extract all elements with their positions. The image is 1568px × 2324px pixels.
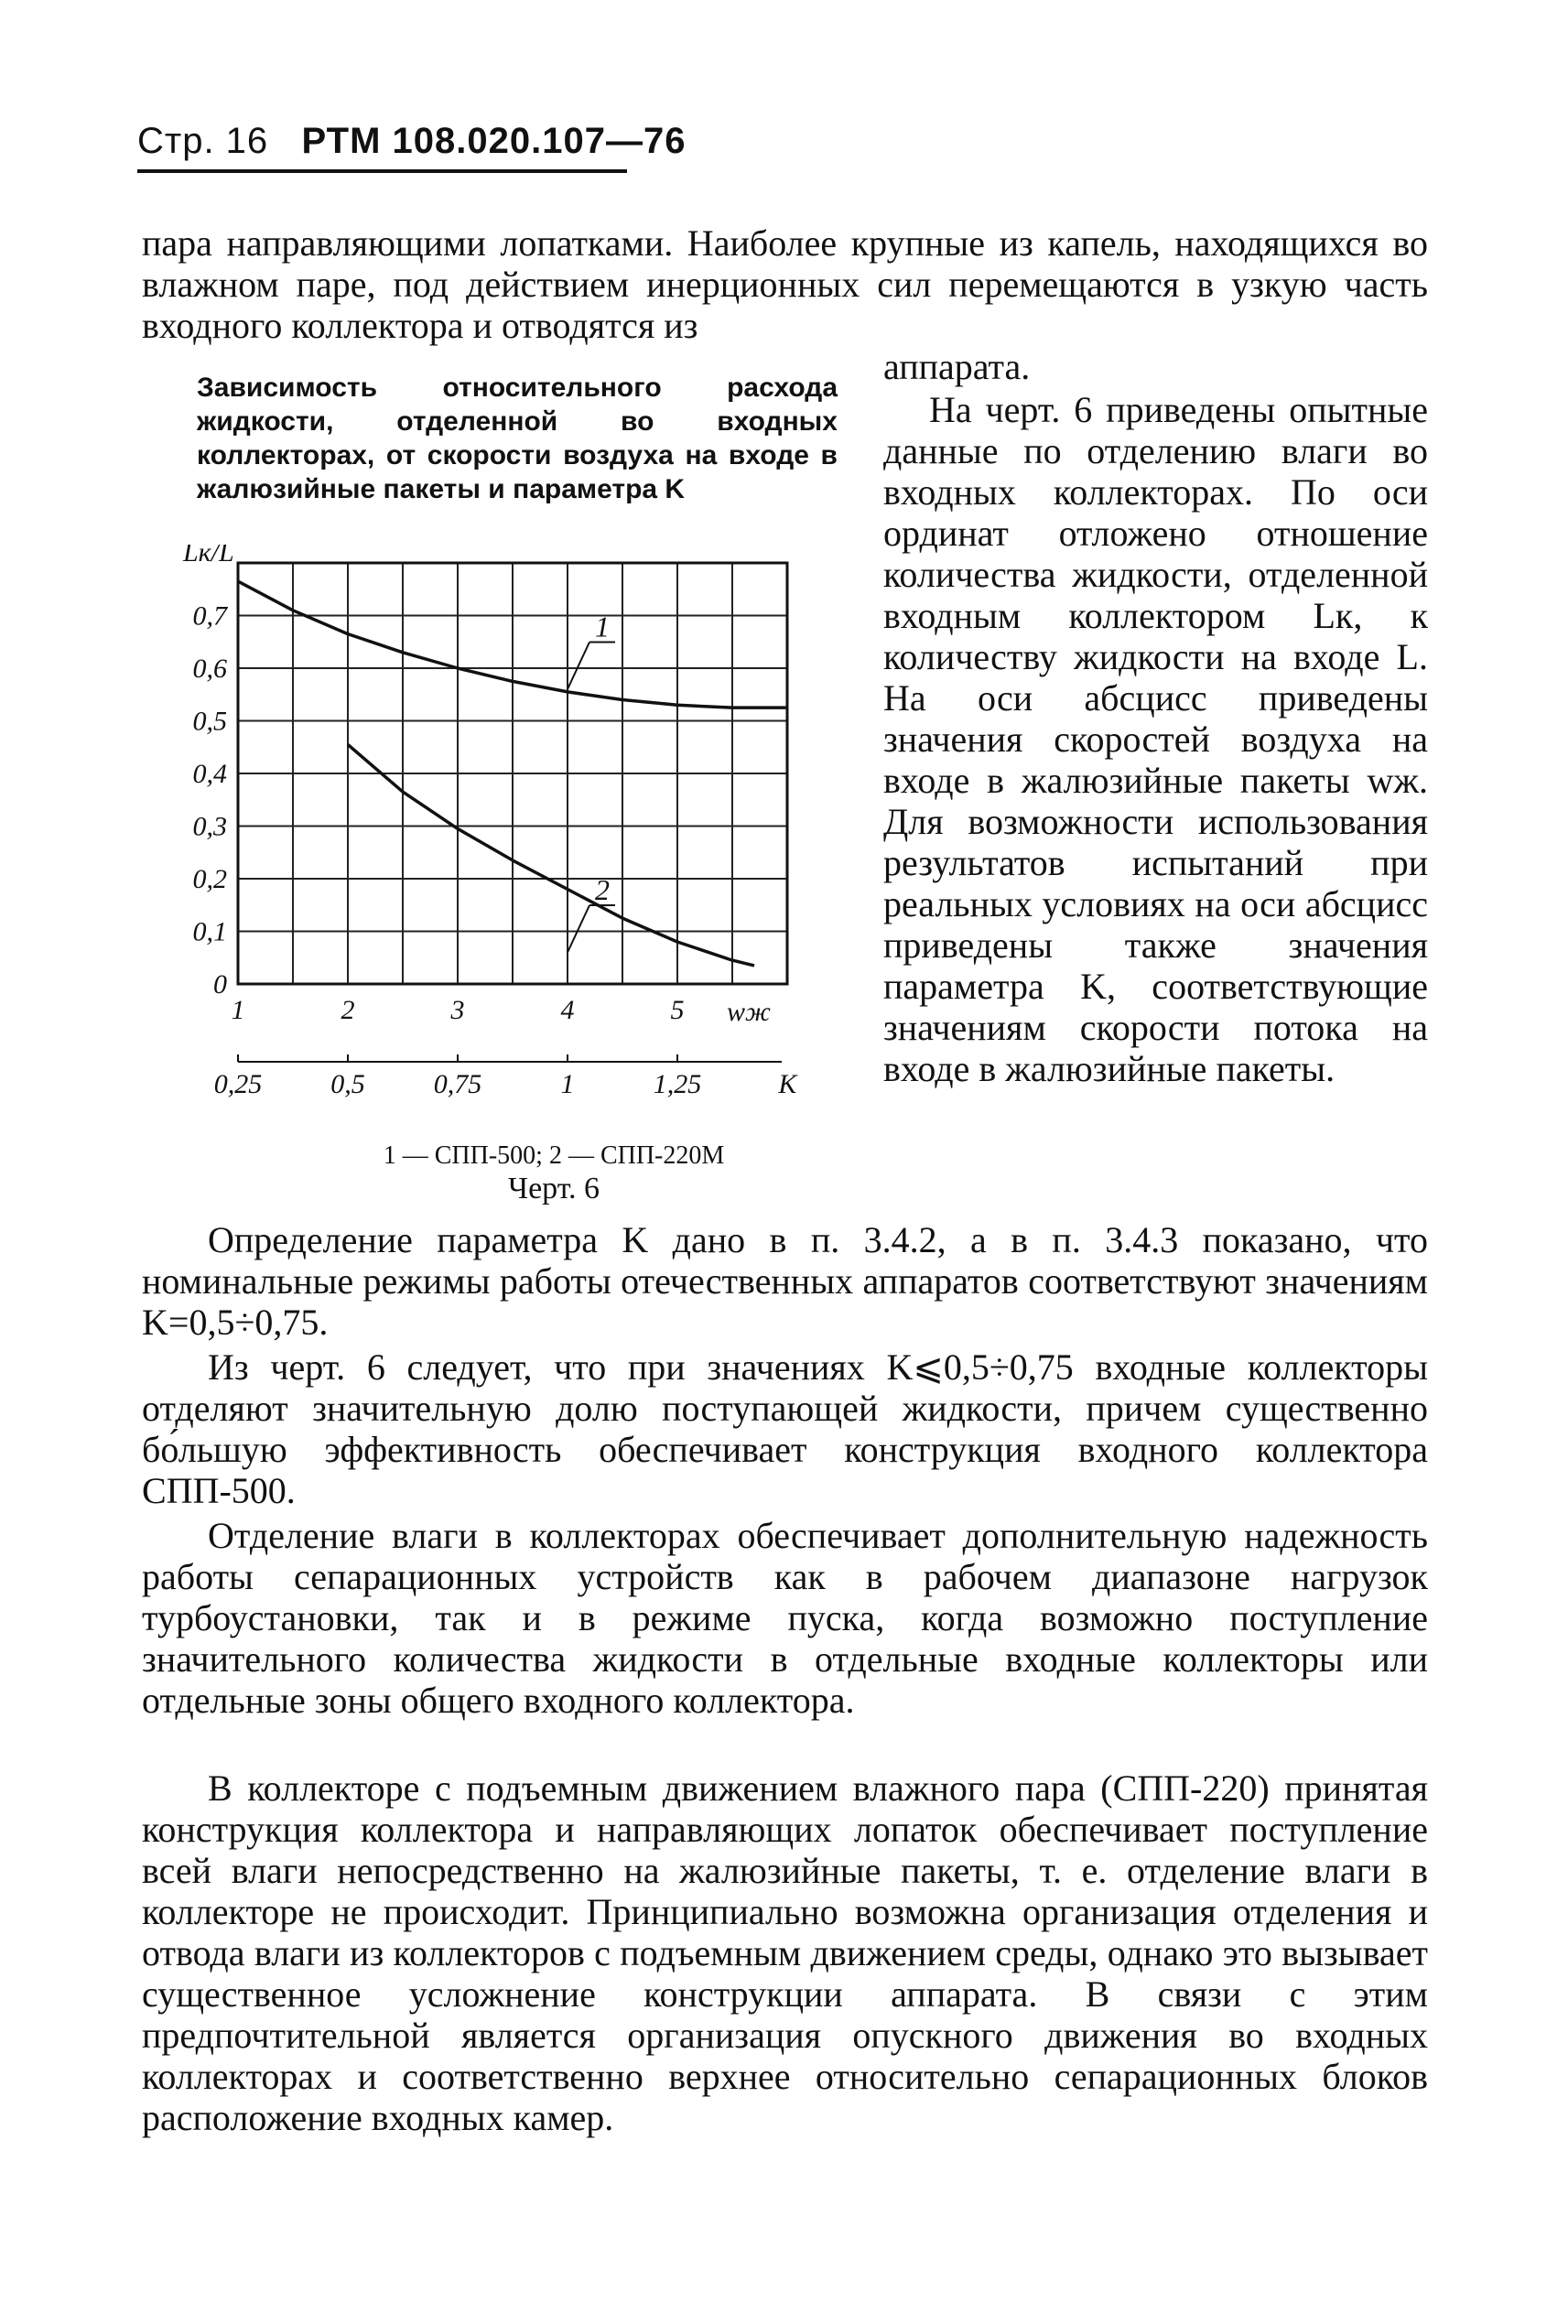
page-header xyxy=(137,121,686,162)
x-tick-label: 4 xyxy=(560,995,575,1025)
y-tick-label: 0 xyxy=(213,969,227,1000)
y-tick-label: 0,5 xyxy=(192,706,227,737)
series-label-1: 1 xyxy=(595,610,610,643)
y-tick-label: 0,3 xyxy=(192,811,227,842)
figure-chart xyxy=(165,545,842,1112)
paragraph-4: В коллекторе с подъемным движением влажного пара (СПП-220) принятая конструкция коллектора и направляющих лопаток обеспечивает поступление всей влаги непосредственно на жалюзийные пакеты, т. е. отделение влаги в коллекторе не происходит. Принципиально возможна организация отделения и отвода влаги из коллекторов с подъемным движением среды, однако это вызывает существенное усложнение конструкции аппарата. В связи с этим предпочтительной является организация опускного движения во входных коллекторах и соответственно верхнее относительно сепарационных блоков расположение входных камер. xyxy=(142,1767,1428,2138)
k-tick-label: 1,25 xyxy=(653,1069,702,1099)
figure-legend: 1 — СПП-500; 2 — СПП-220М xyxy=(383,1141,725,1170)
paragraph-1: Определение параметра K дано в п. 3.4.2, а в п. 3.4.3 показано, что номинальные режимы работы отечественных аппаратов соответствуют значениям K=0,5÷0,75. xyxy=(142,1219,1428,1343)
paragraph-2: Из черт. 6 следует, что при значениях K⩽0,5÷0,75 входные коллекторы отделяют значительную долю поступающей жидкости, причем существенно бо́льшую эффективность обеспечивает конструкция входного коллектора СПП-500. xyxy=(142,1346,1428,1511)
x-tick-label: 2 xyxy=(341,995,355,1025)
k-tick-label: 0,25 xyxy=(213,1069,263,1099)
figure-caption: Зависимость относительного расхода жидкости, отделенной во входных коллекторах, от скорости воздуха на входе в жалюзийные пакеты и параметра K xyxy=(197,373,838,504)
x-axis-label: wж xyxy=(727,997,771,1027)
k-tick-label: 0,75 xyxy=(433,1069,482,1099)
x-tick-label: 5 xyxy=(670,995,685,1025)
paragraph-3: Отделение влаги в коллекторах обеспечивает дополнительную надежность работы сепарационных устройств как в рабочем диапазоне нагрузок турбоустановки, так и в режиме пуска, когда возможно поступление значительного количества жидкости в отдельные входные коллекторы или отдельные зоны общего входного коллектора. xyxy=(142,1515,1428,1721)
y-tick-label: 0,1 xyxy=(192,916,227,947)
intro-paragraph-end: аппарата. xyxy=(883,346,1031,387)
right-column-paragraph: На черт. 6 приведены опытные данные по отделению влаги во входных коллекторах. По оси ординат отложено отношение количества жидкости, отделенной входным коллектором Lк, к количеству жидкости на входе L. На оси абсцисс приведены значения скоростей воздуха на входе в жалюзийные пакеты wж. Для возможности использования результатов испытаний при реальных условиях на оси абсцисс приведены также значения параметра K, соответствующие значениям скорости потока на входе в жалюзийные пакеты. xyxy=(883,389,1428,1089)
x-tick-label: 1 xyxy=(231,995,245,1025)
y-tick-label: 0,4 xyxy=(192,759,227,789)
y-tick-label: 0,6 xyxy=(192,654,227,684)
page-number: Стр. 16 xyxy=(137,121,269,161)
series-label-2: 2 xyxy=(595,873,610,906)
chart-axes xyxy=(182,545,798,1099)
figure-label: Черт. 6 xyxy=(507,1172,600,1205)
k-axis-label: K xyxy=(778,1069,797,1099)
intro-paragraph: пара направляющими лопатками. Наиболее крупные из капель, находящихся во влажном паре, под действием инерционных сил перемещаются в узкую часть входного коллектора и отводятся из xyxy=(142,222,1428,346)
document-code: РТМ 108.020.107—76 xyxy=(301,121,687,161)
series-leader-2 xyxy=(568,905,589,953)
series-leader-1 xyxy=(568,643,589,690)
y-axis-label: Lк/L xyxy=(183,545,234,567)
y-tick-label: 0,2 xyxy=(192,864,227,894)
x-tick-label: 3 xyxy=(450,995,465,1025)
k-tick-label: 0,5 xyxy=(330,1069,365,1099)
k-tick-label: 1 xyxy=(560,1069,575,1099)
series-line-2 xyxy=(348,744,754,966)
header-divider xyxy=(137,169,627,173)
chart-grid xyxy=(238,563,787,984)
y-tick-label: 0,7 xyxy=(192,600,227,632)
